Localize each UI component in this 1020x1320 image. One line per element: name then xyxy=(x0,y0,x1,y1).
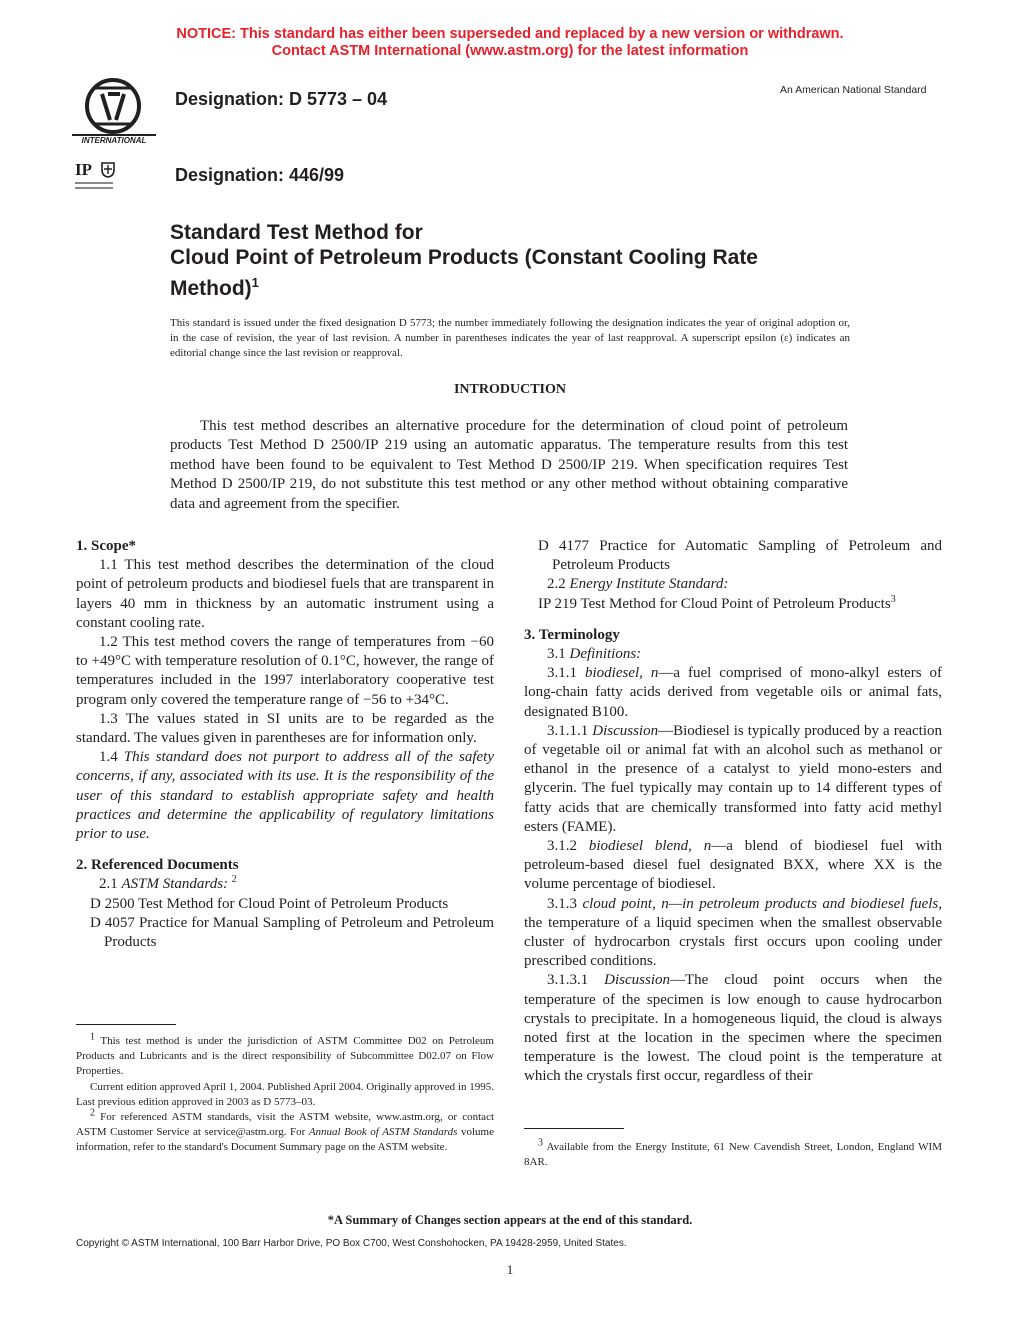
discussion-text-2: —The cloud point occurs when the temperature of the specimen is low enough to cause hydrocarbon crystals to precipitate. In a homogeneous liquid, the cloud is always noted first at the location in the specimen where the specimen temperature is the lowest. The cloud point is the temperature at which the crystals first occur, regardless of their xyxy=(524,972,943,1085)
title-line-1: Standard Test Method for xyxy=(170,221,423,244)
fn2-mark: 2 xyxy=(90,1107,95,1119)
discussion-label-1: Discussion xyxy=(592,722,659,739)
ref-d4177: D 4177 Practice for Automatic Sampling of Petroleum and Petroleum Products xyxy=(538,538,942,574)
ip-logo-text: IP xyxy=(75,160,92,179)
withdrawal-notice xyxy=(0,26,1020,60)
astm-standards-fn: 2 xyxy=(231,874,237,886)
term-3-1-3-num: 3.1.3 xyxy=(547,895,577,912)
terminology-heading: 3. Terminology xyxy=(524,626,620,643)
notice-line-1: NOTICE: This standard has either been superseded and replaced by a new version or withdrawn. xyxy=(176,26,844,42)
ei-standard-label: Energy Institute Standard: xyxy=(569,576,729,593)
title-line-3: Method) xyxy=(170,277,252,300)
term-biodiesel-def: —a fuel comprised of mono-alkyl esters of long-chain fatty acids derived from vegetable oils or animal fats, designated B100. xyxy=(524,665,943,720)
fn1-text: This test method is under the jurisdiction of ASTM Committee D02 on Petroleum Products and Lubricants and is the direct responsibility of Subcommittee D02.07 on Flow Properties. xyxy=(76,1035,494,1078)
fn2-text-a: For referenced ASTM standards, visit the ASTM website, www.astm.org, or contact ASTM Customer Service at service@astm.org. For xyxy=(76,1111,495,1139)
fn1-mark: 1 xyxy=(90,1031,95,1043)
ip-logo xyxy=(75,160,117,194)
term-cloud-point-def: the temperature of a liquid specimen when the smallest observable cluster of hydrocarbon crystals first occurs upon cooling under prescribed conditions. xyxy=(524,914,942,970)
term-3-1-2-num: 3.1.2 xyxy=(547,838,577,855)
astm-logo xyxy=(64,76,162,148)
ip-shield-icon xyxy=(101,162,115,178)
scope-1-2: 1.2 This test method covers the range of temperatures from −60 to +49°C with temperature resolution of 0.1°C, however, the range of temperatures included in the 1997 interlaboratory cooperative test program only covered the temperature range of −56 to +34°C. xyxy=(76,634,494,708)
term-3-1-1-num: 3.1.1 xyxy=(547,665,577,682)
footnote-rule-right xyxy=(524,1128,624,1129)
scope-heading: 1. Scope* xyxy=(76,538,136,554)
fn3-mark: 3 xyxy=(538,1137,543,1149)
issued-note: This standard is issued under the fixed designation D 5773; the number immediately following the designation indicates the year of original adoption or, in the case of revision, the year of last revision. A number in parentheses indicates the year of last reapproval. A superscript epsilon (ε) indicates an editorial change since the last revision or reapproval. xyxy=(170,317,850,359)
ei-standard-num: 2.2 xyxy=(547,576,566,593)
astm-logo-sub: INTERNATIONAL xyxy=(81,136,147,145)
term-biodiesel-blend: biodiesel blend, n xyxy=(588,838,712,855)
fn2-text-b: volume information, refer to the standard's Document Summary page on the ASTM website. xyxy=(76,1126,494,1154)
scope-1-4: This standard does not purport to address all of the safety concerns, if any, associated with its use. It is the responsibility of the user of this standard to establish appropriate safety and health practices and determine the applicability of regulatory limitations prior to use. xyxy=(76,749,494,843)
referenced-heading: 2. Referenced Documents xyxy=(76,857,239,874)
notice-line-2: Contact ASTM International (www.astm.org) for the latest information xyxy=(271,43,749,59)
ref-ip219: IP 219 Test Method for Cloud Point of Petroleum Products xyxy=(538,595,891,612)
footnotes-left xyxy=(76,1031,495,1156)
copyright-line: Copyright © ASTM International, 100 Barr Harbor Drive, PO Box C700, West Conshohocken, PA 19428-2959, United States. xyxy=(76,1238,627,1249)
definitions-label: Definitions: xyxy=(569,646,642,663)
designation-ip: Designation: 446/99 xyxy=(175,165,345,185)
right-column xyxy=(524,537,942,1087)
term-biodiesel-blend-def: —a blend of biodiesel fuel with petroleum-based diesel fuel designated BXX, where XX is the volume percentage of biodiesel. xyxy=(524,838,943,893)
title-line-2: Cloud Point of Petroleum Products (Constant Cooling Rate xyxy=(170,246,758,269)
introduction-text: This test method describes an alternative procedure for the determination of cloud point of petroleum products Test Method D 2500/IP 219 using an automatic apparatus. The temperature results from this test method have been found to be equivalent to Test Method D 2500/IP 219. When specification requires Test Method D 2500/IP 219, do not substitute this test method or any other method without obtaining comparative data and agreement from the specifier. xyxy=(170,418,848,512)
document-title xyxy=(170,220,870,301)
ref-ip219-fn: 3 xyxy=(890,593,896,605)
scope-1-3: 1.3 The values stated in SI units are to be regarded as the standard. The values given in parentheses are for information only. xyxy=(76,710,494,747)
term-cloud-point: cloud point, n—in petroleum products and biodiesel fuels, xyxy=(582,895,943,912)
discussion-text-1: —Biodiesel is typically produced by a reaction of vegetable oil or animal fat with an alcohol such as methanol or ethanol in the presence of a catalyst to yield mono-esters and glycerin. The fuel typically may contain up to 14 different types of fatty acids that are chemically transformed into fatty acid methyl esters (FAME). xyxy=(524,722,943,835)
introduction-heading: INTRODUCTION xyxy=(453,382,566,397)
left-column xyxy=(76,537,494,952)
astm-standards-num: 2.1 xyxy=(99,876,118,893)
summary-of-changes-note: *A Summary of Changes section appears at the end of this standard. xyxy=(327,1213,693,1227)
designation-astm: Designation: D 5773 – 04 xyxy=(175,89,388,109)
scope-1-4-num: 1.4 xyxy=(99,749,118,766)
page-number: 1 xyxy=(506,1262,514,1277)
title-footnote-mark: 1 xyxy=(251,275,259,290)
astm-standards-label: ASTM Standards: xyxy=(121,876,229,893)
ref-d2500: D 2500 Test Method for Cloud Point of Petroleum Products xyxy=(90,895,449,912)
american-national-standard: An American National Standard xyxy=(780,84,927,96)
footnotes-right xyxy=(524,1137,942,1170)
term-3-1-1-1-num: 3.1.1.1 xyxy=(547,722,589,739)
fn2-italic: Annual Book of ASTM Standards xyxy=(308,1126,458,1139)
term-biodiesel: biodiesel, n xyxy=(584,665,659,682)
discussion-label-2: Discussion xyxy=(604,972,671,989)
term-3-1-3-1-num: 3.1.3.1 xyxy=(547,972,589,989)
scope-1-1: 1.1 This test method describes the determination of the cloud point of petroleum products and biodiesel fuels that are transparent in layers 40 mm in thickness by an automatic instrument using a constant cooling rate. xyxy=(76,557,494,631)
definitions-num: 3.1 xyxy=(547,646,566,663)
fn3-text: Available from the Energy Institute, 61 New Cavendish Street, London, England WIM 8AR. xyxy=(524,1141,942,1169)
ref-d4057: D 4057 Practice for Manual Sampling of Petroleum and Petroleum Products xyxy=(90,914,494,951)
footnote-rule-left xyxy=(76,1024,176,1025)
fn1-edition: Current edition approved April 1, 2004. Published April 2004. Originally approved in 1995. Last previous edition approved in 2003 as D 5773–03. xyxy=(76,1080,494,1108)
